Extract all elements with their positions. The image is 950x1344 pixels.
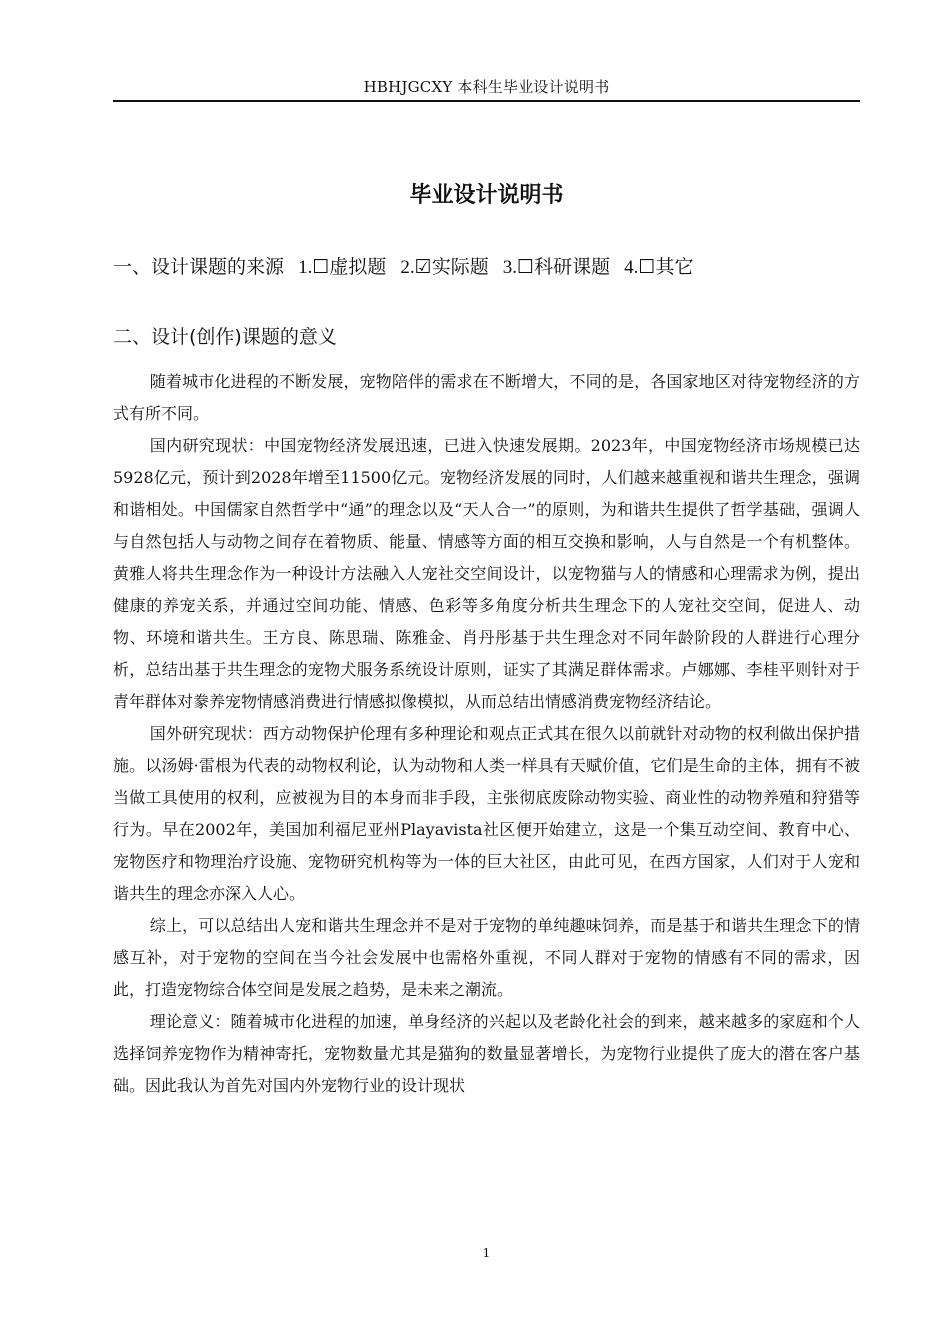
option-other: 4.☐其它: [624, 256, 694, 278]
section-source: [113, 252, 860, 279]
page-header: HBHJGCXY 本科生毕业设计说明书: [363, 78, 610, 96]
body-text: [113, 366, 860, 1102]
checkbox-unchecked-icon: ☐: [517, 256, 535, 278]
page-number: 1: [482, 1246, 491, 1260]
checkbox-unchecked-icon: ☐: [638, 256, 656, 278]
section-source-label: 一、设计课题的来源: [113, 256, 285, 278]
option-actual: 2.☑实际题: [400, 256, 489, 278]
paragraph: 综上，可以总结出人宠和谐共生理念并不是对于宠物的单纯趣味饲养，而是基于和谐共生理念下的情感互补，对于宠物的空间在当今社会发展中也需格外重视，不同人群对于宠物的情感有不同的需求，因此，打造宠物综合体空间是发展之趋势，是未来之潮流。: [113, 916, 860, 999]
section-significance-heading: 二、设计(创作)课题的意义: [113, 326, 337, 348]
header-divider: [113, 100, 860, 102]
option-virtual: 1.☐虚拟题: [298, 256, 387, 278]
document-title: 毕业设计说明书: [409, 183, 564, 208]
paragraph: 随着城市化进程的不断发展，宠物陪伴的需求在不断增大，不同的是，各国家地区对待宠物经济的方式有所不同。: [113, 372, 860, 423]
paragraph: 国内研究现状：中国宠物经济发展迅速，已进入快速发展期。2023年，中国宠物经济市场规模已达5928亿元，预计到2028年增至11500亿元。宠物经济发展的同时，人们越来越重视和谐共生理念，强调和谐相处。中国儒家自然哲学中“通”的理念以及“天人合一”的原则，为和谐共生提供了哲学基础，强调人与自然包括人与动物之间存在着物质、能量、情感等方面的相互交换和影响，人与自然是一个有机整体。黄雅人将共生理念作为一种设计方法融入人宠社交空间设计，以宠物猫与人的情感和心理需求为例，提出健康的养宠关系，并通过空间功能、情感、色彩等多角度分析共生理念下的人宠社交空间，促进人、动物、环境和谐共生。王方良、陈思瑞、陈雅金、肖丹彤基于共生理念对不同年龄阶段的人群进行心理分析，总结出基于共生理念的宠物犬服务系统设计原则，证实了其满足群体需求。卢娜娜、李桂平则针对于青年群体对豢养宠物情感消费进行情感拟像模拟，从而总结出情感消费宠物经济结论。: [113, 436, 860, 711]
paragraph: 国外研究现状：西方动物保护伦理有多种理论和观点正式其在很久以前就针对动物的权利做出保护措施。以汤姆·雷根为代表的动物权利论，认为动物和人类一样具有天赋价值，它们是生命的主体，拥有不被当做工具使用的权利，应被视为目的本身而非手段，主张彻底废除动物实验、商业性的动物养殖和狩猎等行为。早在2002年，美国加利福尼亚州Playavista社区便开始建立，这是一个集互动空间、教育中心、宠物医疗和物理治疗设施、宠物研究机构等为一体的巨大社区，由此可见，在西方国家，人们对于人宠和谐共生的理念亦深入人心。: [113, 724, 860, 903]
paragraph: 理论意义：随着城市化进程的加速，单身经济的兴起以及老龄化社会的到来，越来越多的家庭和个人选择饲养宠物作为精神寄托，宠物数量尤其是猫狗的数量显著增长，为宠物行业提供了庞大的潜在客户基础。因此我认为首先对国内外宠物行业的设计现状: [113, 1012, 860, 1095]
checkbox-checked-icon: ☑: [414, 256, 432, 278]
option-research: 3.☐科研课题: [502, 256, 611, 278]
checkbox-unchecked-icon: ☐: [312, 256, 330, 278]
